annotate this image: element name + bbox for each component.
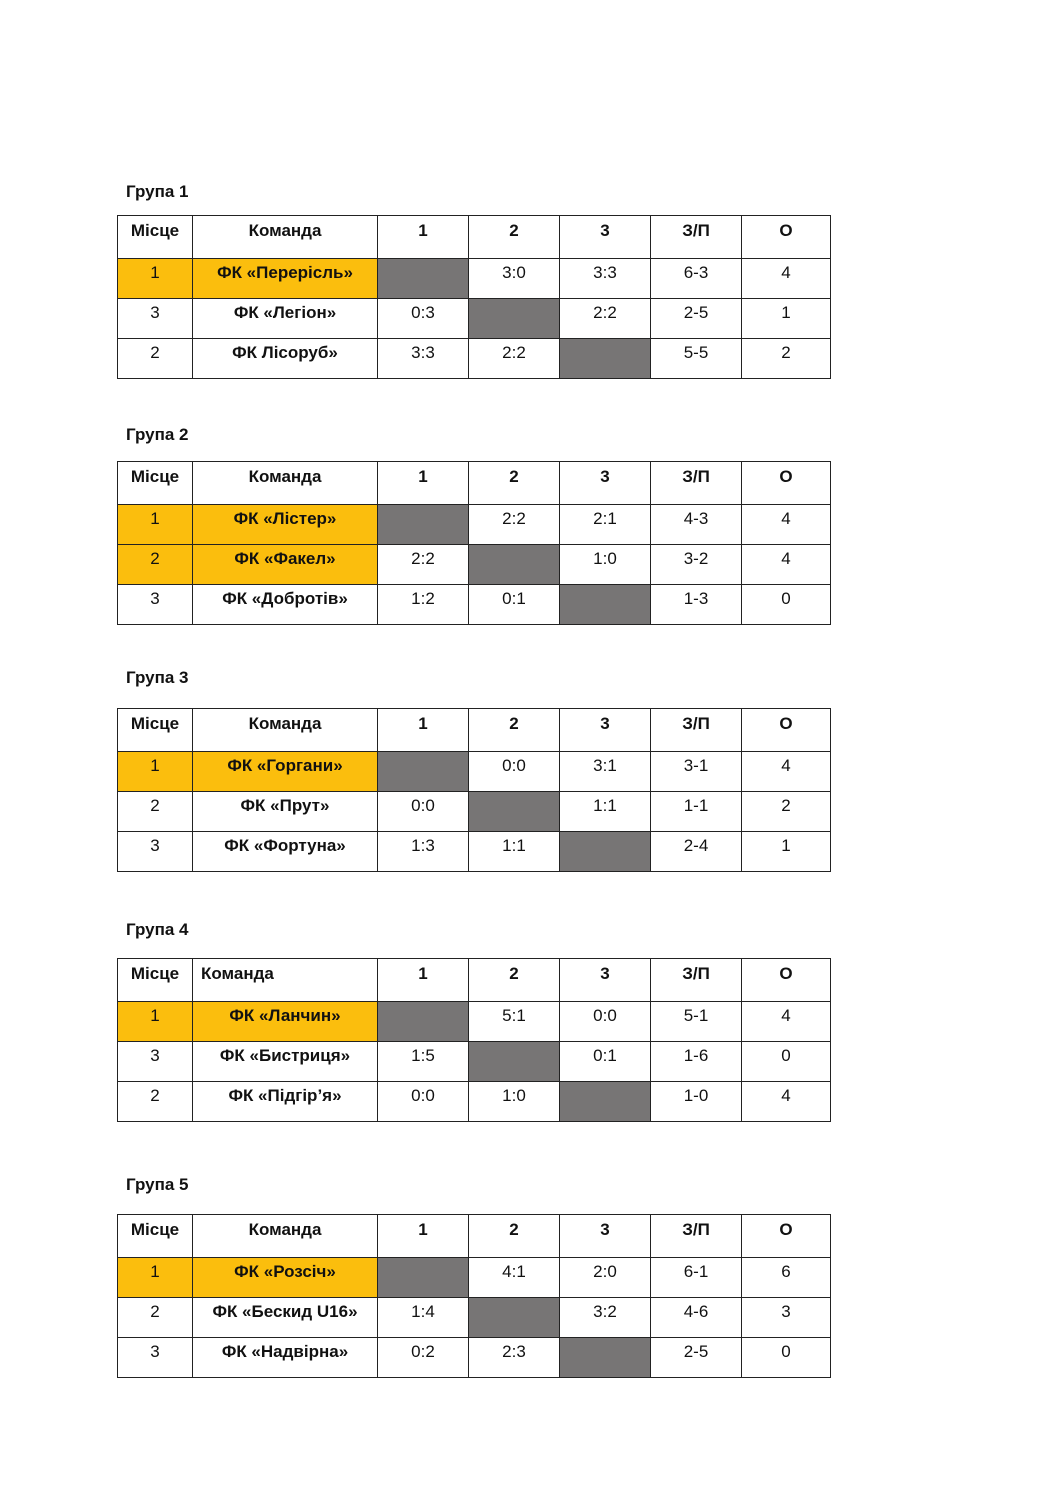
points-cell: 4	[742, 1002, 831, 1042]
header-goals: З/П	[651, 959, 742, 1002]
score-cell: 2:2	[560, 299, 651, 339]
score-cell: 1:2	[378, 585, 469, 625]
goals-cell: 1-6	[651, 1042, 742, 1082]
team-cell: ФК «Підгір’я»	[193, 1082, 378, 1122]
score-cell: 3:2	[560, 1298, 651, 1338]
self-match-cell	[560, 832, 651, 872]
goals-cell: 1-0	[651, 1082, 742, 1122]
goals-cell: 2-5	[651, 299, 742, 339]
team-cell: ФК «Надвірна»	[193, 1338, 378, 1378]
self-match-cell	[378, 1258, 469, 1298]
table-row	[118, 1082, 831, 1122]
place-cell: 3	[118, 1338, 193, 1378]
score-cell: 0:1	[560, 1042, 651, 1082]
header-goals: З/П	[651, 709, 742, 752]
header-team: Команда	[193, 216, 378, 259]
self-match-cell	[469, 545, 560, 585]
header-match-1: 1	[378, 216, 469, 259]
header-match-1: 1	[378, 959, 469, 1002]
header-row	[118, 959, 831, 1002]
place-cell: 1	[118, 505, 193, 545]
team-cell: ФК «Прут»	[193, 792, 378, 832]
team-cell: ФК Лісоруб»	[193, 339, 378, 379]
goals-cell: 3-2	[651, 545, 742, 585]
points-cell: 0	[742, 1042, 831, 1082]
goals-cell: 4-3	[651, 505, 742, 545]
team-cell: ФК «Розсіч»	[193, 1258, 378, 1298]
points-cell: 2	[742, 339, 831, 379]
table-row	[118, 259, 831, 299]
place-cell: 2	[118, 339, 193, 379]
score-cell: 1:3	[378, 832, 469, 872]
header-row	[118, 462, 831, 505]
header-match-1: 1	[378, 709, 469, 752]
score-cell: 0:0	[469, 752, 560, 792]
header-place: Місце	[118, 462, 193, 505]
score-cell: 3:1	[560, 752, 651, 792]
score-cell: 0:3	[378, 299, 469, 339]
place-cell: 3	[118, 1042, 193, 1082]
place-cell: 1	[118, 752, 193, 792]
score-cell: 1:0	[469, 1082, 560, 1122]
score-cell: 1:4	[378, 1298, 469, 1338]
standings-table	[117, 708, 831, 872]
header-match-3: 3	[560, 1215, 651, 1258]
goals-cell: 4-6	[651, 1298, 742, 1338]
table-row	[118, 299, 831, 339]
goals-cell: 6-1	[651, 1258, 742, 1298]
header-match-1: 1	[378, 1215, 469, 1258]
group-title: Група 3	[126, 668, 189, 687]
goals-cell: 1-1	[651, 792, 742, 832]
table-row	[118, 545, 831, 585]
header-place: Місце	[118, 959, 193, 1002]
group-title: Група 5	[126, 1175, 189, 1194]
score-cell: 0:1	[469, 585, 560, 625]
points-cell: 4	[742, 1082, 831, 1122]
score-cell: 0:0	[560, 1002, 651, 1042]
team-cell: ФК «Перерісль»	[193, 259, 378, 299]
header-match-2: 2	[469, 1215, 560, 1258]
header-match-3: 3	[560, 709, 651, 752]
header-match-1: 1	[378, 462, 469, 505]
table-row	[118, 1338, 831, 1378]
header-place: Місце	[118, 216, 193, 259]
score-cell: 2:0	[560, 1258, 651, 1298]
score-cell: 2:2	[469, 505, 560, 545]
team-cell: ФК «Бескид U16»	[193, 1298, 378, 1338]
goals-cell: 6-3	[651, 259, 742, 299]
score-cell: 2:2	[378, 545, 469, 585]
goals-cell: 2-5	[651, 1338, 742, 1378]
team-cell: ФК «Легіон»	[193, 299, 378, 339]
points-cell: 0	[742, 1338, 831, 1378]
header-goals: З/П	[651, 462, 742, 505]
score-cell: 3:3	[560, 259, 651, 299]
score-cell: 2:1	[560, 505, 651, 545]
points-cell: 2	[742, 792, 831, 832]
points-cell: 4	[742, 752, 831, 792]
score-cell: 4:1	[469, 1258, 560, 1298]
group-title: Група 1	[126, 182, 189, 201]
team-cell: ФК «Фортуна»	[193, 832, 378, 872]
standings-table	[117, 215, 831, 379]
points-cell: 0	[742, 585, 831, 625]
header-points: О	[742, 959, 831, 1002]
header-row	[118, 216, 831, 259]
points-cell: 4	[742, 545, 831, 585]
self-match-cell	[378, 1002, 469, 1042]
place-cell: 3	[118, 585, 193, 625]
table-row	[118, 1002, 831, 1042]
place-cell: 1	[118, 259, 193, 299]
goals-cell: 3-1	[651, 752, 742, 792]
score-cell: 0:0	[378, 792, 469, 832]
place-cell: 1	[118, 1002, 193, 1042]
goals-cell: 5-1	[651, 1002, 742, 1042]
header-team: Команда	[193, 959, 378, 1002]
score-cell: 5:1	[469, 1002, 560, 1042]
group-title: Група 2	[126, 425, 189, 444]
place-cell: 2	[118, 1298, 193, 1338]
self-match-cell	[560, 1338, 651, 1378]
self-match-cell	[378, 752, 469, 792]
header-team: Команда	[193, 462, 378, 505]
self-match-cell	[469, 1042, 560, 1082]
team-cell: ФК «Ланчин»	[193, 1002, 378, 1042]
table-row	[118, 339, 831, 379]
header-points: О	[742, 709, 831, 752]
header-match-3: 3	[560, 216, 651, 259]
score-cell: 0:0	[378, 1082, 469, 1122]
self-match-cell	[378, 505, 469, 545]
points-cell: 4	[742, 505, 831, 545]
self-match-cell	[469, 299, 560, 339]
place-cell: 3	[118, 832, 193, 872]
header-place: Місце	[118, 709, 193, 752]
place-cell: 2	[118, 1082, 193, 1122]
points-cell: 3	[742, 1298, 831, 1338]
team-cell: ФК «Горгани»	[193, 752, 378, 792]
points-cell: 1	[742, 832, 831, 872]
header-match-2: 2	[469, 216, 560, 259]
team-cell: ФК «Добротів»	[193, 585, 378, 625]
header-match-2: 2	[469, 462, 560, 505]
header-match-3: 3	[560, 462, 651, 505]
standings-table	[117, 958, 831, 1122]
score-cell: 2:2	[469, 339, 560, 379]
score-cell: 1:1	[469, 832, 560, 872]
score-cell: 1:0	[560, 545, 651, 585]
self-match-cell	[560, 585, 651, 625]
header-team: Команда	[193, 1215, 378, 1258]
table-row	[118, 832, 831, 872]
points-cell: 6	[742, 1258, 831, 1298]
self-match-cell	[469, 1298, 560, 1338]
standings-table	[117, 461, 831, 625]
score-cell: 1:5	[378, 1042, 469, 1082]
goals-cell: 2-4	[651, 832, 742, 872]
header-row	[118, 709, 831, 752]
header-points: О	[742, 216, 831, 259]
place-cell: 3	[118, 299, 193, 339]
table-row	[118, 792, 831, 832]
points-cell: 1	[742, 299, 831, 339]
score-cell: 3:3	[378, 339, 469, 379]
place-cell: 2	[118, 792, 193, 832]
score-cell: 0:2	[378, 1338, 469, 1378]
place-cell: 2	[118, 545, 193, 585]
header-points: О	[742, 1215, 831, 1258]
table-row	[118, 505, 831, 545]
score-cell: 3:0	[469, 259, 560, 299]
table-row	[118, 585, 831, 625]
header-row	[118, 1215, 831, 1258]
header-team: Команда	[193, 709, 378, 752]
goals-cell: 1-3	[651, 585, 742, 625]
goals-cell: 5-5	[651, 339, 742, 379]
self-match-cell	[469, 792, 560, 832]
standings-table	[117, 1214, 831, 1378]
table-row	[118, 1258, 831, 1298]
header-goals: З/П	[651, 1215, 742, 1258]
self-match-cell	[378, 259, 469, 299]
team-cell: ФК «Бистриця»	[193, 1042, 378, 1082]
self-match-cell	[560, 339, 651, 379]
points-cell: 4	[742, 259, 831, 299]
table-row	[118, 1042, 831, 1082]
header-goals: З/П	[651, 216, 742, 259]
header-points: О	[742, 462, 831, 505]
place-cell: 1	[118, 1258, 193, 1298]
team-cell: ФК «Лістер»	[193, 505, 378, 545]
header-place: Місце	[118, 1215, 193, 1258]
team-cell: ФК «Факел»	[193, 545, 378, 585]
self-match-cell	[560, 1082, 651, 1122]
table-row	[118, 752, 831, 792]
table-row	[118, 1298, 831, 1338]
header-match-3: 3	[560, 959, 651, 1002]
score-cell: 1:1	[560, 792, 651, 832]
score-cell: 2:3	[469, 1338, 560, 1378]
header-match-2: 2	[469, 709, 560, 752]
header-match-2: 2	[469, 959, 560, 1002]
group-title: Група 4	[126, 920, 189, 939]
